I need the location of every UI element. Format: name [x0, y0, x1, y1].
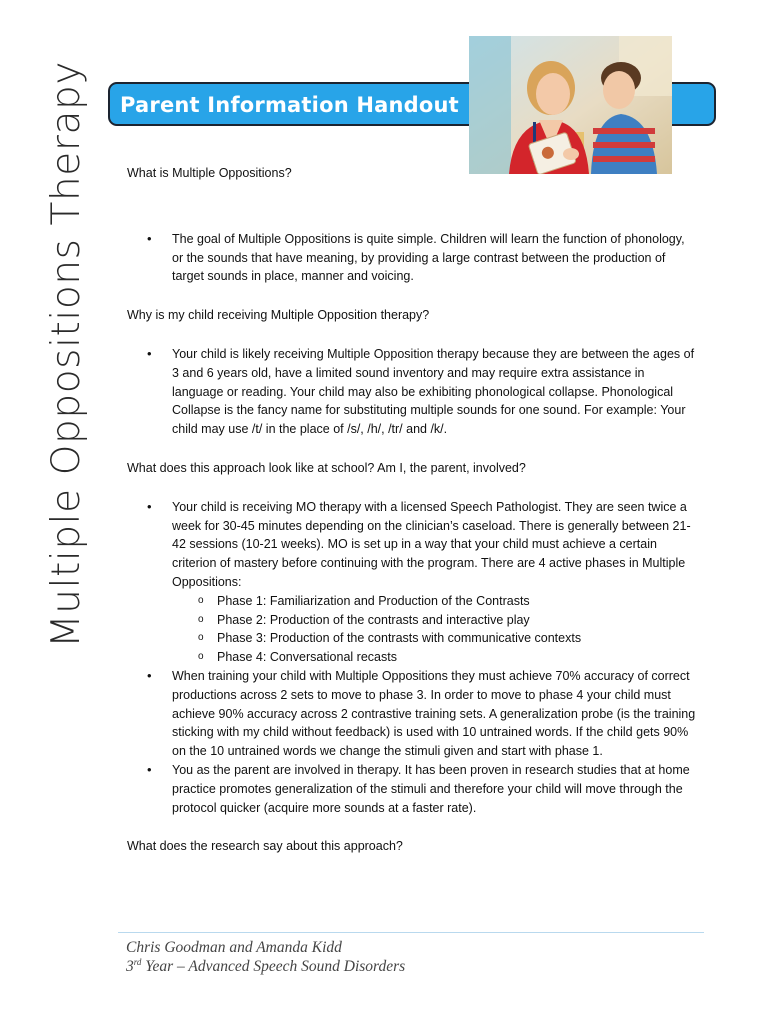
footer — [126, 938, 405, 976]
bullet-text: Your child is receiving MO therapy with a licensed Speech Pathologist. They are seen twice a week for 30-45 minutes depending on the clinician’s caseload. There is generally between 21-42 sessions (10-21 weeks). MO is set up in a way that your child must achieve a certain criterion of mastery before continuing with the program. There are 4 active phases in Multiple Oppositions: — [172, 499, 691, 589]
phase-item: o Phase 3: Production of the contrasts with communicative contexts — [172, 629, 697, 648]
phase-item: o Phase 2: Production of the contrasts and interactive play — [172, 611, 697, 630]
footer-course-ordinal: rd — [133, 956, 142, 967]
section-question: What does the research say about this approach? — [127, 839, 403, 854]
footer-course-number: 3 — [126, 958, 134, 975]
section-question: Why is my child receiving Multiple Opposition therapy? — [127, 308, 430, 323]
footer-course-title: Year – Advanced Speech Sound Disorders — [141, 958, 406, 975]
bullet-item — [127, 498, 697, 667]
bullet-item: • You as the parent are involved in therapy. It has been proven in research studies that at home practice promotes generalization of the stimuli and therefore your child will move through the protocol quicker (acquire more sounds at a faster rate). — [127, 761, 697, 817]
section-question: What is Multiple Oppositions? — [127, 166, 292, 180]
bullet-list — [127, 345, 697, 439]
footer-authors: Chris Goodman and Amanda Kidd — [126, 939, 342, 956]
side-title: Multiple Oppositions Therapy — [44, 60, 89, 648]
phase-item: o Phase 4: Conversational recasts — [172, 648, 697, 667]
bullet-item: • When training your child with Multiple Oppositions they must achieve 70% accuracy of correct productions across 2 sets to move to phase 3. In order to move to phase 4 your child must achieve 90% accuracy across 2 contrastive training sets. A generalization probe (is the training sticking with my child without feedback) is used with 10 untrained words. If the child gets 90% on the 10 untrained words we change the stimuli given and start with phase 1. — [127, 667, 697, 761]
bullet-item: • Your child is likely receiving Multiple Opposition therapy because they are between the ages of 3 and 6 years old, have a limited sound inventory and may require extra assistance in language or reading. Your child may also be exhibiting phonological collapse. Phonological Collapse is the fancy name for substituting multiple sounds for one sound. For example: Your child may use /t/ in the place of /s/, /h/, /tr/ and /k/. — [127, 345, 697, 439]
section-question: What does this approach look like at school? Am I, the parent, involved? — [127, 460, 526, 475]
phase-list — [172, 592, 697, 667]
handout-body — [127, 164, 697, 856]
therapist-child-photo — [469, 36, 672, 174]
bullet-list — [127, 498, 697, 818]
bullet-item: • The goal of Multiple Oppositions is quite simple. Children will learn the function of phonology, or the sounds that have meaning, by providing a large contrast between the production of target sounds in place, manner and voicing. — [127, 230, 697, 286]
phase-item: o Phase 1: Familiarization and Production of the Contrasts — [172, 592, 697, 611]
bullet-list — [127, 230, 697, 286]
banner-title: Parent Information Handout — [120, 93, 459, 117]
footer-course — [126, 957, 405, 976]
footer-divider — [118, 932, 704, 933]
